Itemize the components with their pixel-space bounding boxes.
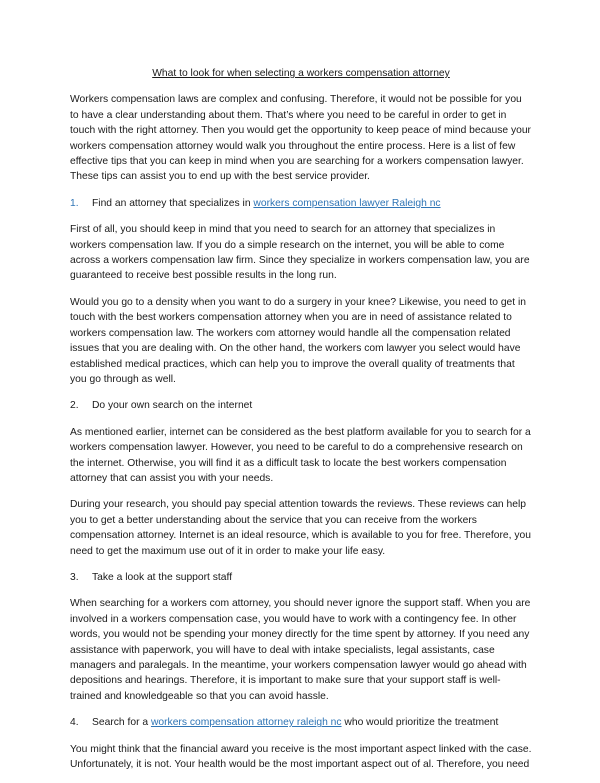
- tip-3-paragraph-1: When searching for a workers com attorney, you should never ignore the support staff. When you are involved in a workers compensation case, you would have to work with a contingency fee. In other words, you would not be spending your money directly for the time spent by attorney. If you need any assistance with paperwork, you will have to deal with intake specialists, legal assistants, case managers and paralegals. In the meantime, your workers compensation lawyer would go ahead with depositions and hearings. Therefore, it is important to make sure that your support staff is well-trained and knowledgeable so that you can avoid hassle.: [70, 598, 531, 702]
- tip-1-text: Find an attorney that specializes in: [92, 197, 254, 209]
- tip-4-text-after: who would prioritize the treatment: [341, 717, 499, 729]
- tip-2-paragraph-1: As mentioned earlier, internet can be considered as the best platform available for you to search for a workers compensation lawyer. However, you need to be careful to do a comprehensive research on the internet. Otherwise, you will find it as a difficult task to locate the best workers compensation attorney that can assist you with your needs.: [70, 426, 531, 484]
- tip-4-text-before: Search for a: [92, 717, 151, 729]
- tip-4-number: 4.: [70, 717, 79, 729]
- tip-4-heading: [70, 715, 532, 730]
- tip-1-paragraph-2: Would you go to a density when you want to do a surgery in your knee? Likewise, you need to get in touch with the best workers compensation attorney when you are in need of assistance related to workers compensation law. The workers com attorney would handle all the compensation related issues that you are dealing with. On the other hand, the workers com lawyer you select would have established medical practices, which can help you to improve the overall quality of treatments that you go through as well.: [70, 296, 527, 385]
- tip-2-number: 2.: [70, 400, 79, 412]
- tip-2-text: Do your own search on the internet: [92, 400, 253, 412]
- tip-3-text: Take a look at the support staff: [92, 571, 233, 583]
- workers-compensation-lawyer-link[interactable]: workers compensation lawyer Raleigh nc: [253, 197, 441, 209]
- tip-1-number: 1.: [70, 197, 79, 209]
- tip-4-paragraph-1: You might think that the financial award you receive is the most important aspect linked with the case. Unfortunately, it is not. Your health would be the most important aspect out of al. Therefore, you need: [70, 743, 532, 771]
- tip-1-heading: [70, 196, 532, 211]
- document-page: [70, 66, 532, 783]
- tip-2-heading: [70, 398, 532, 413]
- workers-compensation-attorney-link[interactable]: workers compensation attorney raleigh nc: [150, 717, 342, 729]
- intro-paragraph: Workers compensation laws are complex and confusing. Therefore, it would not be possible for you to have a clear understanding about them. That’s where you need to be careful in order to get in touch with the right attorney. Then you would get the opportunity to keep peace of mind because your workers compensation attorney would walk you throughout the entire process. Here is a list of few effective tips that you can keep in mind when you are searching for a workers compensation lawyer. These tips can assist you to end up with the best service provider.: [70, 94, 531, 183]
- tip-3-heading: [70, 570, 532, 585]
- tip-2-paragraph-2: During your research, you should pay special attention towards the reviews. These reviews can help you to get a better understanding about the service that you can receive from the workers compensation attorney. Internet is an ideal resource, which is available to you for free. Therefore, you need to get the maximum use out of it in order to make your life easy.: [70, 499, 531, 557]
- tip-1-paragraph-1: First of all, you should keep in mind that you need to search for an attorney that specializes in workers compensation law. If you do a simple research on the internet, you will be able to come across a workers compensation law firm. Since they specialize in workers compensation law, you are guaranteed to receive best possible results in the long run.: [70, 224, 530, 282]
- document-title: What to look for when selecting a workers compensation attorney: [152, 68, 450, 79]
- tip-3-number: 3.: [70, 571, 79, 583]
